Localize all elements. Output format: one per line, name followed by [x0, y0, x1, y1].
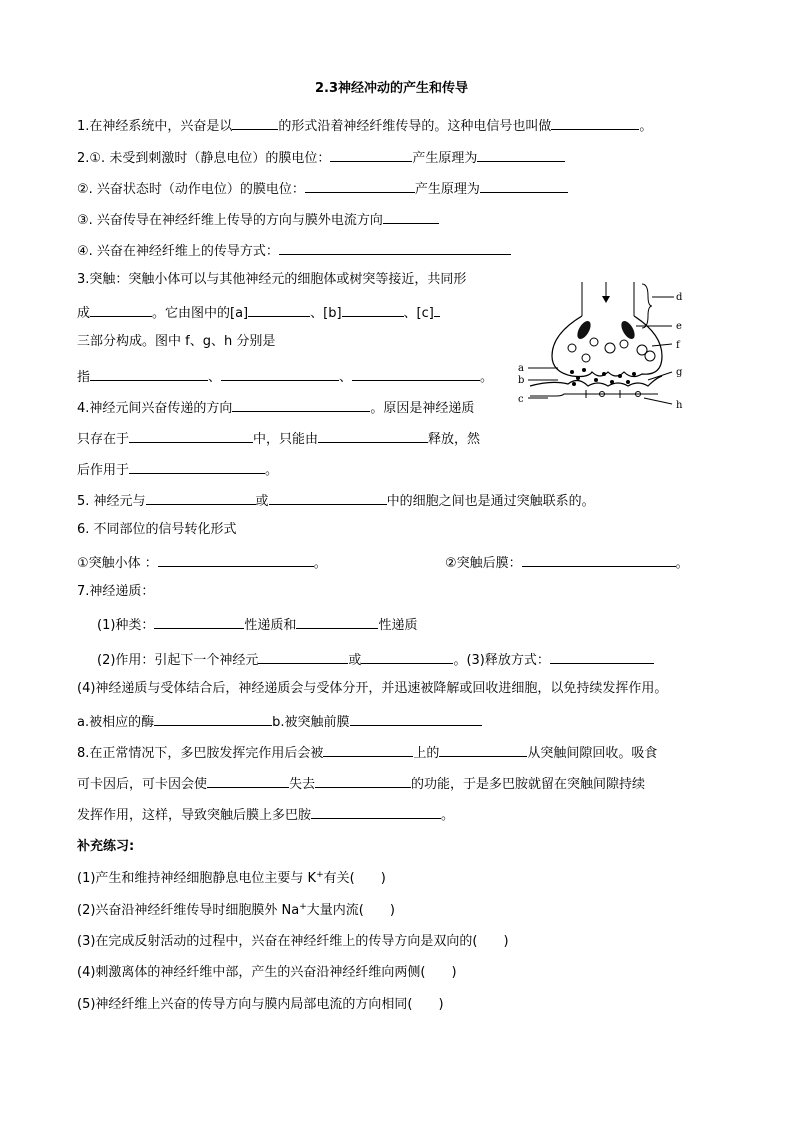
- question-6-line-2: [445, 552, 689, 573]
- blank[interactable]: [90, 366, 208, 381]
- q7-text: 。(3)释放方式：: [453, 653, 550, 668]
- q2-text: ③. 兴奋传导在神经纤维上传导的方向与膜外电流方向: [77, 213, 383, 228]
- blank[interactable]: [90, 302, 152, 317]
- q7-text: 性递质和: [244, 618, 297, 633]
- question-6-line-1: [77, 552, 327, 573]
- question-7-sub-5: [77, 711, 482, 732]
- q1-text-c: 。: [639, 119, 653, 134]
- q3-text: 。: [480, 370, 494, 385]
- supplement-heading: 补充练习:: [77, 839, 135, 854]
- q4-text: 。: [265, 463, 279, 478]
- blank[interactable]: [154, 711, 272, 726]
- label-b: b: [518, 375, 525, 386]
- label-h: h: [676, 400, 683, 411]
- blank[interactable]: [480, 178, 568, 193]
- question-3-line-4: [77, 366, 493, 387]
- blank[interactable]: [129, 459, 265, 474]
- q8-text: 失去: [289, 777, 316, 792]
- blank[interactable]: [361, 649, 453, 664]
- q8-text: 上的: [413, 746, 440, 761]
- q2-text: 2.①. 未受到刺激时（静息电位）的膜电位：: [77, 151, 331, 166]
- q4-text: 。原因是神经递质: [370, 401, 475, 416]
- question-2-line-2: [77, 178, 568, 199]
- q3-text: 成: [77, 306, 91, 321]
- blank[interactable]: [350, 711, 482, 726]
- q8-text: 的功能，于是多巴胺就留在突触间隙持续: [411, 777, 646, 792]
- blank[interactable]: [129, 428, 253, 443]
- blank[interactable]: [352, 366, 480, 381]
- blank[interactable]: [305, 178, 415, 193]
- q2-text: ④. 兴奋在神经纤维上的传导方式：: [77, 244, 279, 259]
- supp-text: 大量内流( ): [306, 903, 395, 918]
- blank[interactable]: [258, 649, 348, 664]
- q4-text: 释放，然: [428, 432, 481, 447]
- q8-text: 。: [441, 808, 455, 823]
- supp-text: 有关( ): [323, 871, 386, 886]
- q4-text: 后作用于: [77, 463, 130, 478]
- question-2-line-1: [77, 147, 565, 168]
- question-2-line-4: [77, 240, 511, 261]
- q4-text: 只存在于: [77, 432, 130, 447]
- q3-text: 、[c]: [403, 306, 434, 321]
- question-8-line-2: [77, 773, 645, 794]
- supplement-item-4: (4)刺激离体的神经纤维中部，产生的兴奋沿神经纤维向两侧( ): [77, 965, 457, 980]
- question-1: [77, 115, 652, 136]
- supplement-item-5: (5)神经纤维上兴奋的传导方向与膜内局部电流的方向相同( ): [77, 997, 444, 1012]
- label-f: f: [676, 340, 680, 351]
- blank[interactable]: [207, 773, 289, 788]
- question-6-heading: 6. 不同部位的信号转化形式: [77, 522, 237, 537]
- q6-text: 。: [675, 556, 689, 571]
- blank[interactable]: [439, 742, 527, 757]
- label-a: a: [518, 363, 524, 374]
- blank[interactable]: [311, 804, 441, 819]
- superscript: +: [299, 902, 307, 912]
- q6-text: 。: [313, 556, 327, 571]
- q2-text: 产生原理为: [412, 151, 478, 166]
- blank[interactable]: [550, 649, 654, 664]
- question-3-line-2: [77, 302, 440, 323]
- q3-text: 、[b]: [310, 306, 342, 321]
- synapse-diagram: [512, 276, 694, 418]
- q2-text: 产生原理为: [414, 182, 480, 197]
- question-8-line-3: [77, 804, 454, 825]
- blank[interactable]: [296, 614, 378, 629]
- label-g: g: [676, 367, 683, 378]
- q8-text: 8.在正常情况下，多巴胺发挥完作用后会被: [77, 746, 324, 761]
- q1-text-a: 1.在神经系统中，兴奋是以: [77, 119, 233, 134]
- blank[interactable]: [342, 302, 404, 317]
- q8-text: 从突触间隙回收。吸食: [527, 746, 658, 761]
- supp-text: (1)产生和维持神经细胞静息电位主要与 K: [77, 871, 317, 886]
- question-2-line-3: [77, 209, 439, 230]
- blank[interactable]: [154, 614, 244, 629]
- blank[interactable]: [158, 552, 314, 567]
- question-7-sub-1: [97, 614, 417, 635]
- blank[interactable]: [232, 397, 370, 412]
- blank[interactable]: [318, 428, 428, 443]
- label-c: c: [518, 394, 524, 405]
- q7-text: 或: [348, 653, 362, 668]
- q2-text: ②. 兴奋状态时（动作电位）的膜电位：: [77, 182, 305, 197]
- q4-text: 中，只能由: [253, 432, 319, 447]
- question-7-sub-2: [97, 649, 654, 670]
- q3-text: 指: [77, 370, 91, 385]
- supp-text: (2)兴奋沿神经纤维传导时细胞膜外 Na: [77, 903, 300, 918]
- blank[interactable]: [522, 552, 676, 567]
- superscript: +: [316, 870, 324, 880]
- q7-text: a.被相应的酶: [77, 715, 155, 730]
- q8-text: 发挥作用，这样，导致突触后膜上多巴胺: [77, 808, 312, 823]
- blank[interactable]: [269, 490, 387, 505]
- question-7-sub-4: (4)神经递质与受体结合后，神经递质会与受体分开，并迅速被降解或回收进细胞，以免持续发挥作用。: [77, 681, 668, 696]
- blank[interactable]: [477, 147, 565, 162]
- question-4-line-3: [77, 459, 278, 480]
- question-4-line-2: [77, 428, 480, 449]
- question-8-line-1: [77, 742, 657, 763]
- q5-text: 5. 神经元与: [77, 494, 146, 509]
- q6-text: ①突触小体 ：: [77, 556, 158, 571]
- blank[interactable]: [551, 115, 639, 130]
- blank[interactable]: [279, 240, 511, 255]
- question-3-line-1: 3.突触：突触小体可以与其他神经元的细胞体或树突等接近，共同形: [77, 272, 467, 287]
- q5-text: 中的细胞之间也是通过突触联系的。: [386, 494, 595, 509]
- q1-text-b: 的形式沿着神经纤维传导的。这种电信号也叫做: [278, 119, 552, 134]
- blank[interactable]: [383, 209, 439, 224]
- supplement-item-2: [77, 902, 395, 920]
- blank[interactable]: [248, 302, 310, 317]
- label-d: d: [676, 292, 683, 303]
- question-4-line-1: [77, 397, 474, 418]
- blank[interactable]: [232, 115, 278, 130]
- question-3-line-3: 三部分构成。图中 f、g、h 分别是: [77, 334, 276, 349]
- label-e: e: [676, 321, 682, 332]
- blank[interactable]: [434, 302, 440, 317]
- question-7-heading: 7.神经递质：: [77, 584, 155, 599]
- q7-text: (2)作用：引起下一个神经元: [97, 653, 259, 668]
- q7-text: b.被突触前膜: [272, 715, 350, 730]
- q8-text: 可卡因后，可卡因会使: [77, 777, 208, 792]
- blank[interactable]: [315, 773, 411, 788]
- blank[interactable]: [146, 490, 256, 505]
- question-5: [77, 490, 595, 511]
- blank[interactable]: [330, 147, 412, 162]
- q5-text: 或: [255, 494, 269, 509]
- q4-text: 4.神经元间兴奋传递的方向: [77, 401, 233, 416]
- q7-text: (1)种类：: [97, 618, 155, 633]
- q7-text: 性递质: [378, 618, 418, 633]
- q3-text: 、: [208, 370, 222, 385]
- page-title: 2.3神经冲动的产生和传导: [315, 81, 469, 96]
- blank[interactable]: [221, 366, 339, 381]
- supplement-item-3: (3)在完成反射活动的过程中，兴奋在神经纤维上的传导方向是双向的( ): [77, 934, 509, 949]
- supplement-item-1: [77, 870, 386, 888]
- blank[interactable]: [323, 742, 413, 757]
- q6-text: ②突触后膜：: [445, 556, 522, 571]
- q3-text: 、: [339, 370, 353, 385]
- q3-text: 。它由图中的[a]: [152, 306, 249, 321]
